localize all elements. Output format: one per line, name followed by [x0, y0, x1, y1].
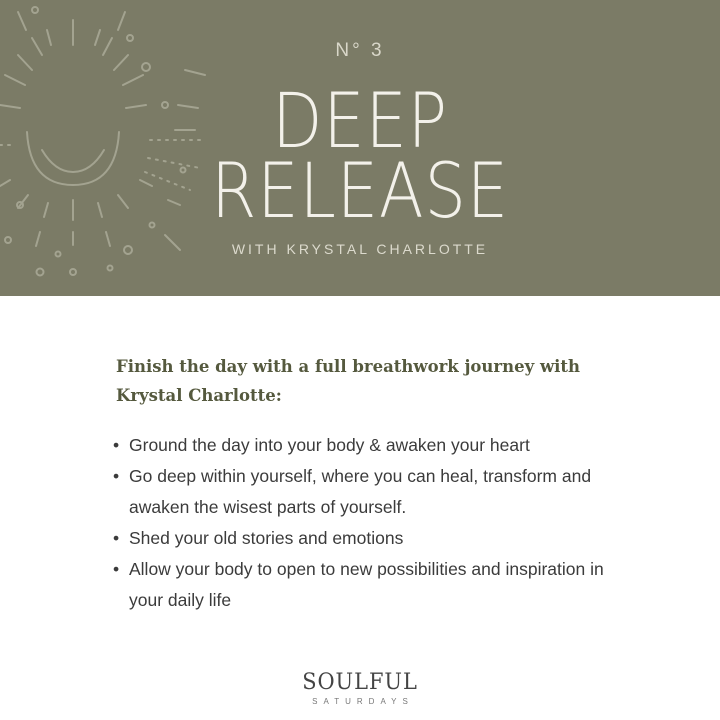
logo-name: SOULFUL [302, 670, 418, 695]
list-item-text: Ground the day into your body & awaken your heart [129, 435, 530, 455]
intro-text: Finish the day with a full breathwork journey with Krystal Charlotte: [116, 357, 581, 405]
episode-number: N° 3 [335, 40, 385, 61]
list-item [113, 430, 636, 461]
benefits-list [113, 430, 636, 616]
description-section [113, 352, 636, 616]
bullet-icon: • [113, 435, 120, 455]
list-item [113, 554, 636, 616]
list-item [113, 523, 636, 554]
bullet-icon: • [113, 466, 120, 486]
title-line-2: RELEASE [211, 146, 509, 235]
logo-tagline: SATURDAYS [312, 697, 414, 706]
list-item-text: Go deep within yourself, where you can heal, transform and awaken the wisest parts of yourself. [129, 466, 592, 517]
bullet-icon: • [113, 528, 120, 548]
title-line-1: DEEP [272, 76, 448, 165]
header-banner [0, 0, 720, 296]
brand-logo [0, 672, 720, 706]
list-item-text: Allow your body to open to new possibilities and inspiration in your daily life [129, 559, 604, 610]
list-item-text: Shed your old stories and emotions [129, 528, 404, 548]
bullet-icon: • [113, 559, 120, 579]
list-item [113, 461, 636, 523]
host-subtitle: WITH KRYSTAL CHARLOTTE [231, 241, 489, 257]
